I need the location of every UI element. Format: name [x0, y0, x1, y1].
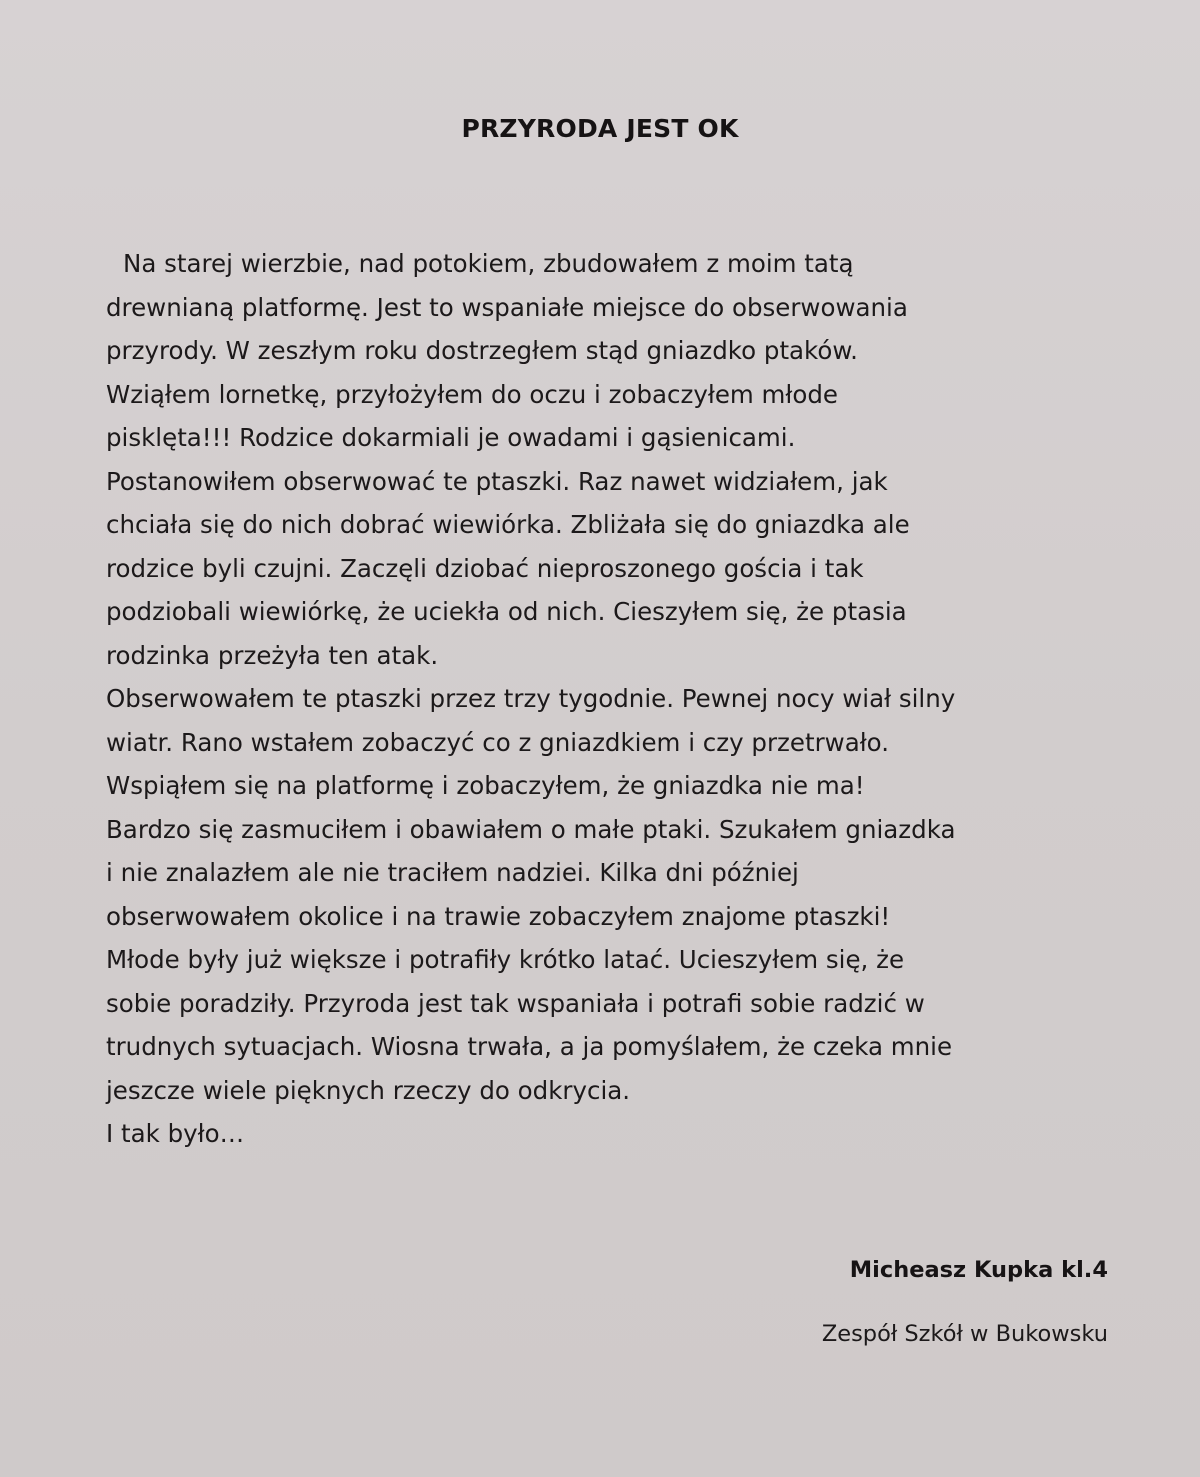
story-line: chciała się do nich dobrać wiewiórka. Zbliżała się do gniazdka ale: [106, 510, 910, 539]
story-line: rodzinka przeżyła ten atak.: [106, 640, 439, 670]
story-line: trudnych sytuacjach. Wiosna trwała, a ja pomyślałem, że czeka mnie: [106, 1032, 953, 1061]
story-line: Na starej wierzbie, nad potokiem, zbudowałem z moim tatą: [123, 249, 854, 278]
story-line: wiatr. Rano wstałem zobaczyć co z gniazdkiem i czy przetrwało.: [106, 727, 890, 757]
document-title: PRZYRODA JEST OK: [461, 114, 739, 143]
story-line: pisklęta!!! Rodzice dokarmiali je owadami i gąsienicami.: [106, 423, 796, 452]
story-line: Postanowiłem obserwować te ptaszki. Raz nawet widziałem, jak: [106, 466, 888, 496]
school-name: Zespół Szkół w Bukowsku: [821, 1321, 1108, 1347]
story-line: obserwowałem okolice i na trawie zobaczyłem znajome ptaszki!: [106, 901, 891, 931]
story-line: drewnianą platformę. Jest to wspaniałe miejsce do obserwowania: [106, 292, 908, 322]
story-line: I tak było…: [106, 1119, 245, 1148]
author-signature: Micheasz Kupka kl.4: [849, 1257, 1108, 1283]
story-line: Obserwowałem te ptaszki przez trzy tygodnie. Pewnej nocy wiał silny: [106, 684, 956, 713]
story-line: podziobali wiewiórkę, że uciekła od nich. Cieszyłem się, że ptasia: [106, 597, 907, 626]
story-line: jeszcze wiele pięknych rzeczy do odkrycia.: [106, 1075, 631, 1105]
story-line: Wziąłem lornetkę, przyłożyłem do oczu i zobaczyłem młode: [106, 379, 838, 409]
story-line: sobie poradziły. Przyroda jest tak wspaniała i potrafi sobie radzić w: [106, 988, 925, 1018]
story-line: Wspiąłem się na platformę i zobaczyłem, że gniazdka nie ma!: [106, 771, 865, 800]
story-line: Młode były już większe i potrafiły krótko latać. Ucieszyłem się, że: [106, 945, 905, 974]
story-line: przyrody. W zeszłym roku dostrzegłem stąd gniazdko ptaków.: [106, 336, 858, 365]
story-line: rodzice byli czujni. Zaczęli dziobać nieproszonego gościa i tak: [106, 553, 864, 583]
story-body: [106, 242, 1166, 1156]
story-line: i nie znalazłem ale nie traciłem nadziei. Kilka dni później: [106, 858, 799, 887]
story-line: Bardzo się zasmuciłem i obawiałem o małe ptaki. Szukałem gniazdka: [106, 814, 956, 844]
